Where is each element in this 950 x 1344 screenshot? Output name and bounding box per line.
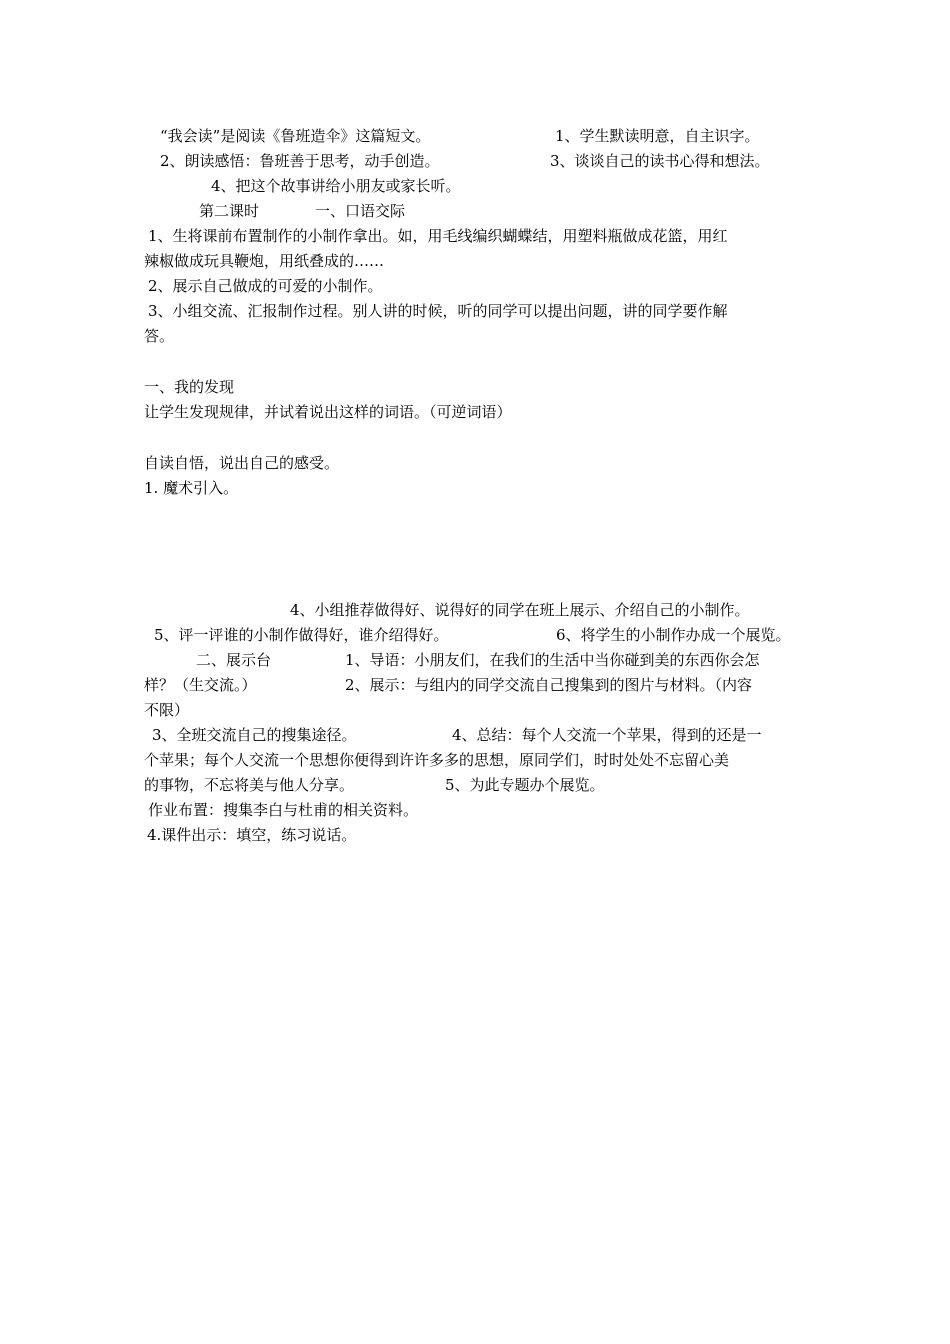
showcase-line-2 — [0, 623, 950, 647]
selfread-text: 自读自悟，说出自己的感受。 — [144, 454, 340, 472]
courseware-text: 4.课件出示：填空，练习说话。 — [147, 826, 357, 844]
exhibition-line-4 — [0, 723, 950, 747]
oral-p3-line-2 — [0, 324, 950, 348]
showcase-line-1 — [0, 598, 950, 622]
reading-step-3: 3、谈谈自己的读书心得和想法。 — [550, 152, 770, 170]
oral-p3-line-1 — [0, 299, 950, 323]
exhibition-s2-text-2: 不限） — [144, 701, 190, 719]
showcase-item-4: 4、小组推荐做得好、说得好的同学在班上展示、介绍自己的小制作。 — [290, 601, 750, 619]
oral-p1-text-2: 辣椒做成玩具鞭炮，用纸叠成的…… — [144, 252, 385, 270]
exhibition-s3-text: 3、全班交流自己的搜集途径。 — [152, 726, 357, 744]
homework-text: 作业布置：搜集李白与杜甫的相关资料。 — [148, 801, 419, 819]
oral-p1-text-1: 1、生将课前布置制作的小制作拿出。如，用毛线编织蝴蝶结，用塑料瓶做成花篮，用红 — [148, 227, 728, 245]
exhibition-line-6 — [0, 773, 950, 797]
exhibition-s2-text-1: 2、展示：与组内的同学交流自己搜集到的图片与材料。（内容 — [345, 676, 753, 694]
exhibition-s5-text: 5、为此专题办个展览。 — [445, 776, 605, 794]
magic-line — [0, 476, 950, 500]
discovery-title-line — [0, 375, 950, 399]
discovery-text-line — [0, 400, 950, 424]
reading-line-3 — [0, 174, 950, 198]
exhibition-title: 二、展示台 — [196, 651, 272, 669]
lesson2-heading-line — [0, 199, 950, 223]
exhibition-s4-text-2: 个苹果；每个人交流一个思想你便得到许许多多的思想，原同学们，时时处处不忘留心美 — [144, 751, 730, 769]
homework-line — [0, 798, 950, 822]
showcase-item-6: 6、将学生的小制作办成一个展览。 — [556, 626, 791, 644]
oral-p3-text-2: 答。 — [144, 327, 175, 345]
discovery-title: 一、我的发现 — [144, 378, 235, 396]
exhibition-s1-text-1: 1、导语：小朋友们，在我们的生活中当你碰到美的东西你会怎 — [345, 651, 760, 669]
oral-p1-line-2 — [0, 249, 950, 273]
oral-section-title: 一、口语交际 — [315, 202, 406, 220]
magic-intro-text: 1. 魔术引入。 — [144, 479, 239, 497]
oral-p2-line — [0, 274, 950, 298]
oral-p1-line-1 — [0, 224, 950, 248]
selfread-line — [0, 451, 950, 475]
exhibition-line-3 — [0, 698, 950, 722]
reading-step-2: 2、朗读感悟：鲁班善于思考，动手创造。 — [160, 152, 440, 170]
lesson2-title: 第二课时 — [199, 202, 260, 220]
exhibition-line-5 — [0, 748, 950, 772]
courseware-line — [0, 823, 950, 847]
exhibition-line-1 — [0, 648, 950, 672]
oral-p3-text-1: 3、小组交流、汇报制作过程。别人讲的时候，听的同学可以提出问题，讲的同学要作解 — [148, 302, 728, 320]
reading-intro: “我会读”是阅读《鲁班造伞》这篇短文。 — [160, 127, 431, 145]
exhibition-s4-text-1: 4、总结：每个人交流一个苹果，得到的还是一 — [452, 726, 762, 744]
reading-step-1: 1、学生默读明意，自主识字。 — [555, 127, 760, 145]
exhibition-line-2 — [0, 673, 950, 697]
discovery-text: 让学生发现规律，并试着说出这样的词语。（可逆词语） — [144, 403, 512, 421]
showcase-item-5: 5、评一评谁的小制作做得好，谁介绍得好。 — [154, 626, 449, 644]
oral-p2-text: 2、展示自己做成的可爱的小制作。 — [148, 277, 383, 295]
exhibition-s4-text-3: 的事物，不忘将美与他人分享。 — [144, 776, 355, 794]
exhibition-s1-text-2: 样？（生交流。） — [144, 676, 257, 694]
reading-line-2 — [0, 149, 950, 173]
reading-line-1 — [0, 124, 950, 148]
reading-step-4: 4、把这个故事讲给小朋友或家长听。 — [211, 177, 461, 195]
